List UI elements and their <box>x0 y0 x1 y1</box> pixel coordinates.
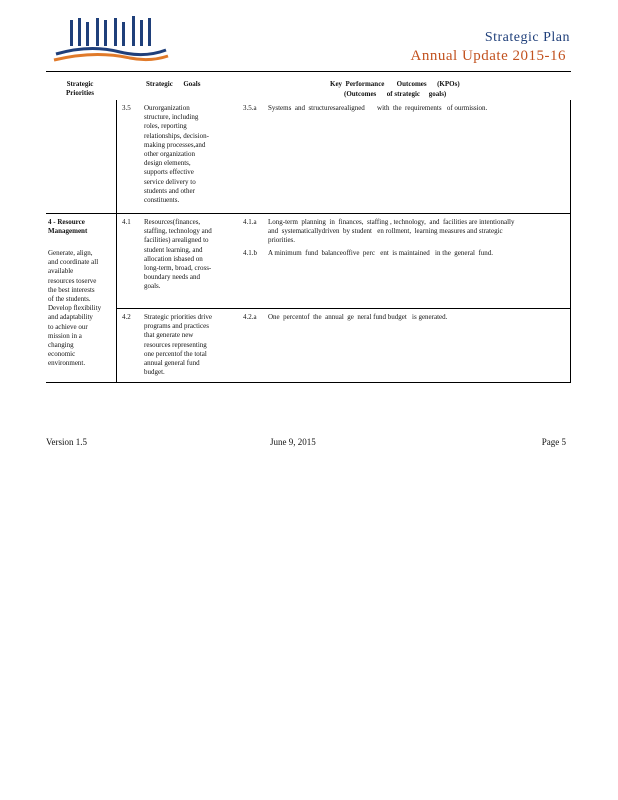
table-top-rule <box>46 71 571 72</box>
header-strategic-priorities: Strategic Priorities <box>66 80 94 98</box>
kpo-text: Systems and structuresarealigned with the requirements of ourmission. <box>268 104 488 112</box>
goal-text: Resources(finances, staffing, technology and facilities) arealigned to student learning, and allocation isbased on long-term, broad, cross- boundary needs and goals. <box>144 218 212 291</box>
kpo-number: 4.1.a <box>243 218 257 226</box>
column-divider <box>116 100 117 382</box>
footer-page-number: Page 5 <box>541 437 566 447</box>
header-kpo: Key Performance Outcomes (KPOs) <box>330 80 460 88</box>
table-bottom-rule <box>46 382 571 383</box>
priority-text: Generate, align, and coordinate all available resources toserve the best interests of the students. Develop flexibility and adaptability to achieve our mission in a changing economic environment. <box>48 249 102 368</box>
goal-number: 4.1 <box>122 218 131 226</box>
kpo-number: 4.2.a <box>243 313 257 321</box>
kpo-text: Long-term planning in finances, staffing , technology, and facilities are intentionally and systematicallydriven by student en rollment, learning measures and strategic priorities. <box>268 218 515 245</box>
footer-date: June 9, 2015 <box>270 437 316 447</box>
goal-number: 4.2 <box>122 313 131 321</box>
header-strategic-goals: Strategic Goals <box>146 80 201 88</box>
header-kpo-sub: (Outcomes of strategic goals) <box>344 90 447 98</box>
footer-version: Version 1.5 <box>46 437 87 447</box>
kpo-text: A minimum fund balanceoffive perc ent is maintained in the general fund. <box>268 249 493 257</box>
goal-text: Ourorganization structure, including roles, reporting relationships, decision- making processes,and other organization design elements, supports effective service delivery to students and other constituents. <box>144 104 209 205</box>
document-subtitle: Annual Update 2015-16 <box>410 48 566 64</box>
kpo-number: 3.5.a <box>243 104 257 112</box>
row-divider <box>116 308 570 309</box>
goal-text: Strategic priorities drive programs and practices that generate new resources representing one percentof the total annual general fund budget. <box>144 313 213 377</box>
document-title: Strategic Plan <box>484 30 570 45</box>
priority-title: 4 - Resource Management <box>48 218 88 236</box>
goal-number: 3.5 <box>122 104 131 112</box>
row-divider <box>46 213 570 214</box>
column-divider <box>570 100 571 382</box>
kpo-text: One percentof the annual ge neral fund budget is generated. <box>268 313 448 321</box>
kpo-number: 4.1.b <box>243 249 257 257</box>
school-logo <box>50 14 170 66</box>
